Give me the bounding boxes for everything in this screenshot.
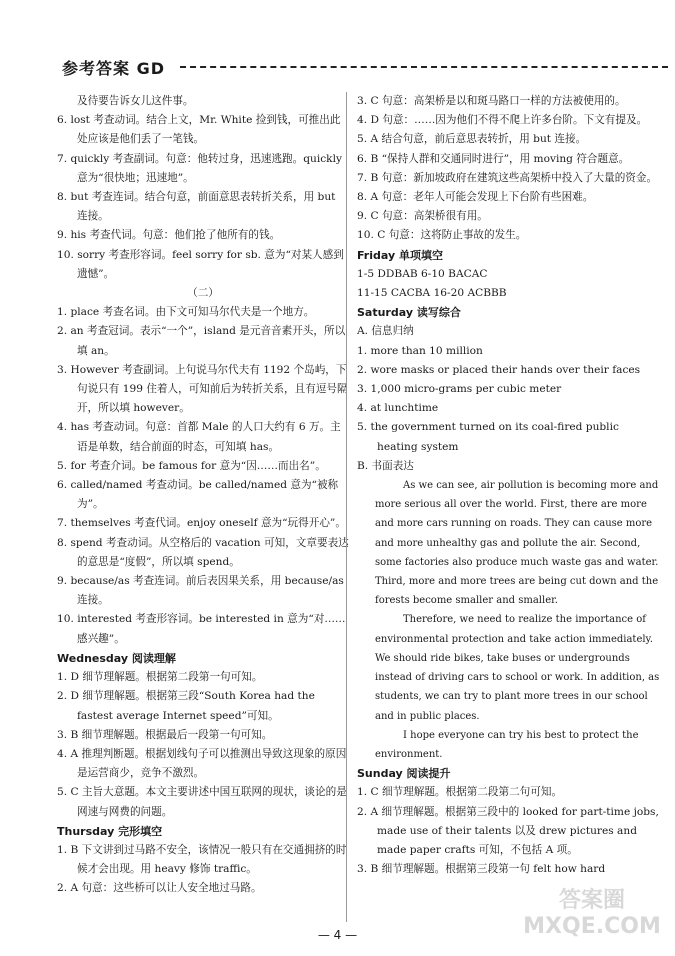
section-heading: Sunday 阅读提升 [357, 767, 451, 781]
answer-line: 1-5 DDBAB 6-10 BACAC [357, 267, 488, 280]
answer-line: 9. because/as 考查连词。前后表因果关系，用 because/as 连接。 [57, 575, 344, 607]
answer-line: A. 信息归纳 [357, 325, 414, 338]
answer-line: 4. A 推理判断题。根据划线句子可以推测出导致这现象的原因是运营商少，竞争不激烈。 [57, 747, 347, 780]
answer-line: 10. sorry 考查形容词。feel sorry for sb. 意为“对某人感到遗憾”。 [57, 248, 344, 280]
answer-line: 5. A 结合句意，前后意思表转折，用 but 连接。 [357, 133, 587, 146]
answer-line: 2. A 细节理解题。根据第三段中的 looked for part-time jobs, made use of their talents 以及 drew pictures and made paper crafts 可知，不包括 A 项。 [357, 805, 659, 856]
watermark-logo: 答案圈 MXQE.COM [523, 888, 661, 939]
answer-line: 6. called/named 考查动词。be called/named 意为“被称为”。 [57, 479, 339, 511]
answer-line: 4. has 考查动词。句意：首都 Male 的人口大约有 6 万。主语是单数，结合前面的时态，可知填 has。 [57, 421, 341, 453]
page-number: — 4 — [317, 928, 358, 942]
answer-line: 2. an 考查冠词。表示“一个”，island 是元音音素开头，所以填 an。 [57, 325, 346, 357]
answer-line: B. 书面表达 [357, 459, 414, 472]
essay-paragraph: I hope everyone can try his best to protect the environment. [375, 729, 639, 760]
column-divider [346, 92, 347, 922]
answer-line: 3. C 句意：高架桥是以和斑马路口一样的方法被使用的。 [357, 95, 626, 107]
header-title: 参考答案 GD [62, 59, 165, 78]
answer-line: 8. spend 考查动词。从空格后的 vacation 可知，文章要表达的意思是“度假”，所以填 spend。 [57, 536, 349, 568]
answer-line: 3. B 细节理解题。根据第三段第一句 felt how hard [357, 863, 606, 876]
page-header [62, 54, 668, 84]
answer-line: 10. C 句意：这将防止事故的发生。 [357, 229, 527, 242]
answer-line: 5. the government turned on its coal-fired public heating system [357, 421, 619, 453]
answer-line: 3. 1,000 micro-grams per cubic meter [357, 383, 562, 396]
answer-line: 2. A 句意：这些桥可以让人安全地过马路。 [57, 882, 262, 895]
answer-line: 2. wore masks or placed their hands over their faces [357, 363, 641, 376]
section-heading: Friday 单项填空 [357, 248, 443, 262]
section-heading: Thursday 完形填空 [57, 824, 163, 838]
answer-line: 10. interested 考查形容词。be interested in 意为“对……感兴趣”。 [57, 613, 346, 645]
answer-line: 7. themselves 考查代词。enjoy oneself 意为“玩得开心”。 [57, 517, 346, 530]
answer-line: 3. However 考查副词。上句说马尔代夫有 1192 个岛屿，下句说只有 199 住着人，可知前后为转折关系，且有逗号隔开，所以填 however。 [57, 363, 348, 415]
answer-line: 及待要告诉女儿这件事。 [77, 95, 194, 107]
answer-line: 4. at lunchtime [357, 402, 439, 415]
answer-line: 1. D 细节理解题。根据第二段第一句可知。 [57, 671, 263, 684]
answer-line: 7. quickly 考查副词。句意：他转过身，迅速逃跑。quickly 意为“很快地；迅速地”。 [57, 152, 342, 184]
essay-paragraph: Therefore, we need to realize the importance of environmental protection and take action immediately. We should ride bikes, take buses or undergrounds instead of driving cars to school or work. In addition, as students, we can try to plant more trees in our school and in public places. [375, 614, 660, 722]
answer-line: 5. C 主旨大意题。本文主要讲述中国互联网的现状，谈论的是网速与网费的问题。 [57, 786, 347, 818]
answer-line: 2. D 细节理解题。根据第三段“South Korea had the fastest average Internet speed”可知。 [57, 690, 315, 722]
answer-line: 1. B 下文讲到过马路不安全，该情况一般只有在交通拥挤的时候才会出现。用 heavy 修饰 traffic。 [57, 843, 347, 876]
left-column [57, 92, 349, 899]
answer-line: 6. B “保持人群和交通同时进行”，用 moving 符合题意。 [357, 152, 630, 165]
answer-line: 1. place 考查名词。由下文可知马尔代夫是一个地方。 [57, 306, 315, 319]
answer-line: 6. lost 考查动词。结合上文，Mr. White 捡到钱，可推出此处应该是他们丢了一笔钱。 [57, 114, 341, 146]
answer-line: 1. more than 10 million [357, 344, 483, 357]
answer-line: 8. A 句意：老年人可能会发现上下台阶有些困难。 [357, 191, 594, 204]
answer-line: 8. but 考查连词。结合句意，前面意思表转折关系，用 but 连接。 [57, 191, 336, 223]
answer-line: 9. C 句意：高架桥很有用。 [357, 210, 488, 223]
answer-line: 4. D 句意：……因为他们不得不爬上许多台阶。下文有提及。 [357, 114, 648, 127]
answer-line: 5. for 考查介词。be famous for 意为“因……而出名”。 [57, 459, 326, 472]
answer-line: （二） [187, 287, 219, 300]
answer-line: 7. B 句意：新加坡政府在建筑这些高架桥中投入了大量的资金。 [357, 171, 658, 184]
section-heading: Saturday 读写综合 [357, 306, 461, 320]
answer-line: 3. B 细节理解题。根据最后一段第一句可知。 [57, 728, 273, 741]
header-dashed-rule [180, 66, 668, 68]
essay-paragraph: As we can see, air pollution is becoming more and more serious all over the world. First, there are more and more cars running on roads. They can cause more and more unhealthy gas and pollute the air. Second, some factories also produce much waste gas and water. Third, more and more trees are being cut down and the forests become smaller and smaller. [375, 480, 659, 607]
answer-line: 9. his 考查代词。句意：他们抢了他所有的钱。 [57, 229, 281, 242]
answer-line: 11-15 CACBA 16-20 ACBBB [357, 287, 507, 300]
right-column [357, 92, 662, 879]
section-heading: Wednesday 阅读理解 [57, 651, 176, 665]
answer-line: 1. C 细节理解题。根据第二段第二句可知。 [357, 786, 563, 799]
